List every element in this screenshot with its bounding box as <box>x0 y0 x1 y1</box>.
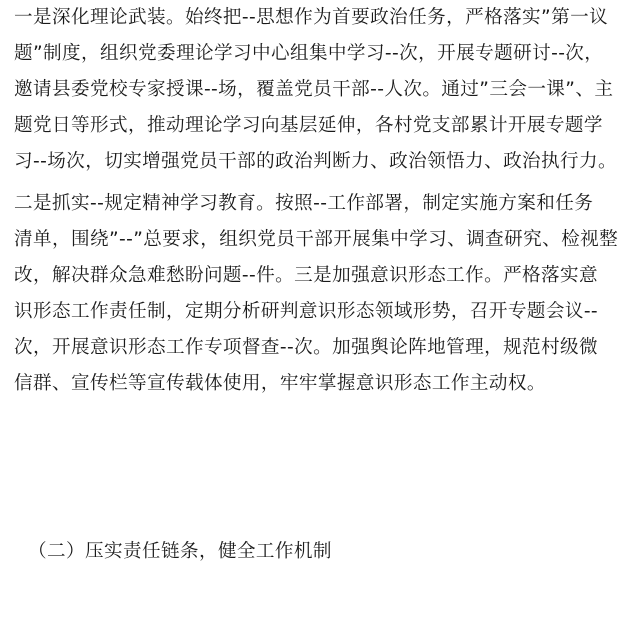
paragraph-theory-study <box>14 0 624 180</box>
text-line: 清单，围绕”--”总要求，组织党员干部开展集中学习、调查研究、检视整 <box>14 229 619 250</box>
text-line: 邀请县委党校专家授课--场，覆盖党员干部--人次。通过”三会一课”、主 <box>14 79 614 100</box>
text-line: 题”制度，组织党委理论学习中心组集中学习--次，开展专题研讨--次， <box>14 43 604 64</box>
text-line: 识形态工作责任制，定期分析研判意识形态领域形势，召开专题会议-- <box>14 301 599 322</box>
text-line: 二是抓实--规定精神学习教育。按照--工作部署，制定实施方案和任务 <box>14 193 594 214</box>
text-line: 习--场次，切实增强党员干部的政治判断力、政治领悟力、政治执行力。 <box>14 151 618 172</box>
paragraph-education-ideology <box>14 186 624 402</box>
text-line: 题党日等形式，推动理论学习向基层延伸，各村党支部累计开展专题学 <box>14 115 603 136</box>
text-line: 信群、宣传栏等宣传载体使用，牢牢掌握意识形态工作主动权。 <box>14 373 546 394</box>
section-heading: （二）压实责任链条，健全工作机制 <box>28 541 332 562</box>
text-line: 次，开展意识形态工作专项督查--次。加强舆论阵地管理，规范村级微 <box>14 337 599 358</box>
text-line: 改，解决群众急难愁盼问题--件。三是加强意识形态工作。严格落实意 <box>14 265 599 286</box>
text-line: 一是深化理论武装。始终把--思想作为首要政治任务，严格落实”第一议 <box>14 7 609 28</box>
